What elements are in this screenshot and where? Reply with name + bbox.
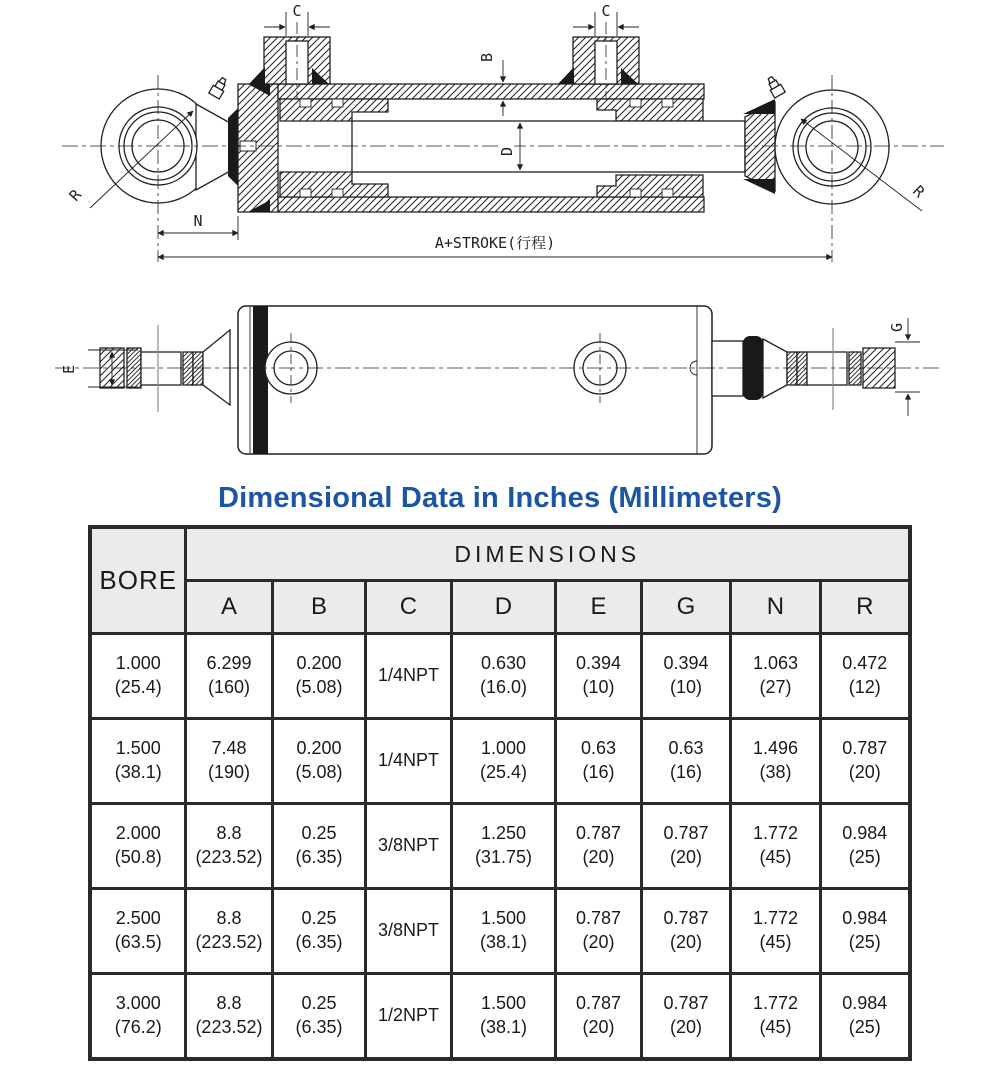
bore-cell: 2.000 (50.8) [90, 804, 185, 889]
dim-label-b: B [478, 52, 496, 62]
dimension-table [88, 525, 911, 1061]
dim-cell-a: 6.299 (160) [185, 634, 272, 719]
dim-cell-e: 0.787 (20) [555, 974, 641, 1060]
dim-cell-d: 0.630 (16.0) [451, 634, 555, 719]
dim-n [158, 212, 238, 240]
dim-cell-n: 1.772 (45) [730, 974, 820, 1060]
dimensions-header: DIMENSIONS [185, 527, 909, 581]
dim-cell-d: 1.500 (38.1) [451, 889, 555, 974]
dim-cell-r: 0.984 (25) [820, 974, 909, 1060]
col-header-n: N [730, 581, 820, 634]
dim-cell-r: 0.472 (12) [820, 634, 909, 719]
dim-label-a-stroke: A+STROKE(行程) [434, 234, 556, 252]
side-section-view [62, 2, 944, 262]
dim-cell-c: 3/8NPT [365, 889, 451, 974]
dim-label-n: N [193, 212, 203, 230]
col-header-r: R [820, 581, 909, 634]
rod-seal-left [228, 108, 238, 186]
dim-label-c-left: C [292, 2, 302, 20]
dim-cell-c: 1/2NPT [365, 974, 451, 1060]
dim-cell-c: 1/4NPT [365, 634, 451, 719]
rod-eye-left [101, 76, 232, 203]
dim-cell-e: 0.787 (20) [555, 889, 641, 974]
dim-cell-r: 0.984 (25) [820, 889, 909, 974]
table-row [90, 804, 909, 889]
dim-label-e: E [60, 364, 78, 374]
dim-cell-g: 0.787 (20) [641, 974, 730, 1060]
rod-eye-right [765, 75, 889, 204]
dim-a-stroke [158, 234, 832, 257]
dim-label-g: G [888, 322, 906, 332]
rod-end-right [743, 99, 775, 194]
cylinder-body-plan [238, 306, 712, 454]
col-header-a: A [185, 581, 272, 634]
dim-cell-d: 1.250 (31.75) [451, 804, 555, 889]
end-cap [238, 84, 278, 212]
pin-right [712, 328, 895, 410]
table-row [90, 634, 909, 719]
col-header-d: D [451, 581, 555, 634]
dim-e [60, 350, 138, 387]
dim-cell-c: 3/8NPT [365, 804, 451, 889]
table-row [90, 974, 909, 1060]
dim-cell-r: 0.787 (20) [820, 719, 909, 804]
dim-cell-e: 0.394 (10) [555, 634, 641, 719]
bore-cell: 1.000 (25.4) [90, 634, 185, 719]
col-header-g: G [641, 581, 730, 634]
plan-view [55, 306, 940, 454]
bore-cell: 1.500 (38.1) [90, 719, 185, 804]
col-header-b: B [272, 581, 365, 634]
piston-rod [352, 121, 745, 172]
dim-cell-e: 0.787 (20) [555, 804, 641, 889]
dim-cell-b: 0.25 (6.35) [272, 804, 365, 889]
dim-cell-a: 8.8 (223.52) [185, 889, 272, 974]
dim-cell-b: 0.200 (5.08) [272, 634, 365, 719]
dim-cell-c: 1/4NPT [365, 719, 451, 804]
dim-cell-g: 0.394 (10) [641, 634, 730, 719]
technical-drawing [0, 0, 1000, 470]
dim-cell-n: 1.063 (27) [730, 634, 820, 719]
col-header-c: C [365, 581, 451, 634]
grease-fitting-icon [765, 75, 785, 98]
table-row [90, 719, 909, 804]
dim-cell-g: 0.63 (16) [641, 719, 730, 804]
dim-label-d: D [498, 146, 516, 156]
column-header-row [90, 581, 909, 634]
bore-cell: 2.500 (63.5) [90, 889, 185, 974]
dim-cell-e: 0.63 (16) [555, 719, 641, 804]
dim-cell-a: 8.8 (223.52) [185, 804, 272, 889]
page-title: Dimensional Data in Inches (Millimeters) [218, 482, 782, 514]
pin-left [100, 325, 230, 412]
bore-cell: 3.000 (76.2) [90, 974, 185, 1060]
table-row [90, 889, 909, 974]
dim-cell-n: 1.772 (45) [730, 889, 820, 974]
dim-cell-g: 0.787 (20) [641, 804, 730, 889]
dim-cell-b: 0.200 (5.08) [272, 719, 365, 804]
table-body [90, 634, 909, 1060]
dim-cell-d: 1.000 (25.4) [451, 719, 555, 804]
dim-cell-a: 8.8 (223.52) [185, 974, 272, 1060]
dim-cell-b: 0.25 (6.35) [272, 889, 365, 974]
dim-label-r-left: R [65, 185, 86, 205]
dim-cell-g: 0.787 (20) [641, 889, 730, 974]
dim-cell-b: 0.25 (6.35) [272, 974, 365, 1060]
dim-cell-n: 1.496 (38) [730, 719, 820, 804]
dim-label-r-right: R [909, 181, 929, 202]
dim-cell-r: 0.984 (25) [820, 804, 909, 889]
col-header-e: E [555, 581, 641, 634]
dim-cell-n: 1.772 (45) [730, 804, 820, 889]
grease-fitting-icon [209, 76, 229, 99]
dim-cell-a: 7.48 (190) [185, 719, 272, 804]
bore-header: BORE [90, 527, 185, 634]
dim-label-c-right: C [601, 2, 611, 20]
hydraulic-cylinder-drawing [0, 0, 1000, 470]
dim-cell-d: 1.500 (38.1) [451, 974, 555, 1060]
